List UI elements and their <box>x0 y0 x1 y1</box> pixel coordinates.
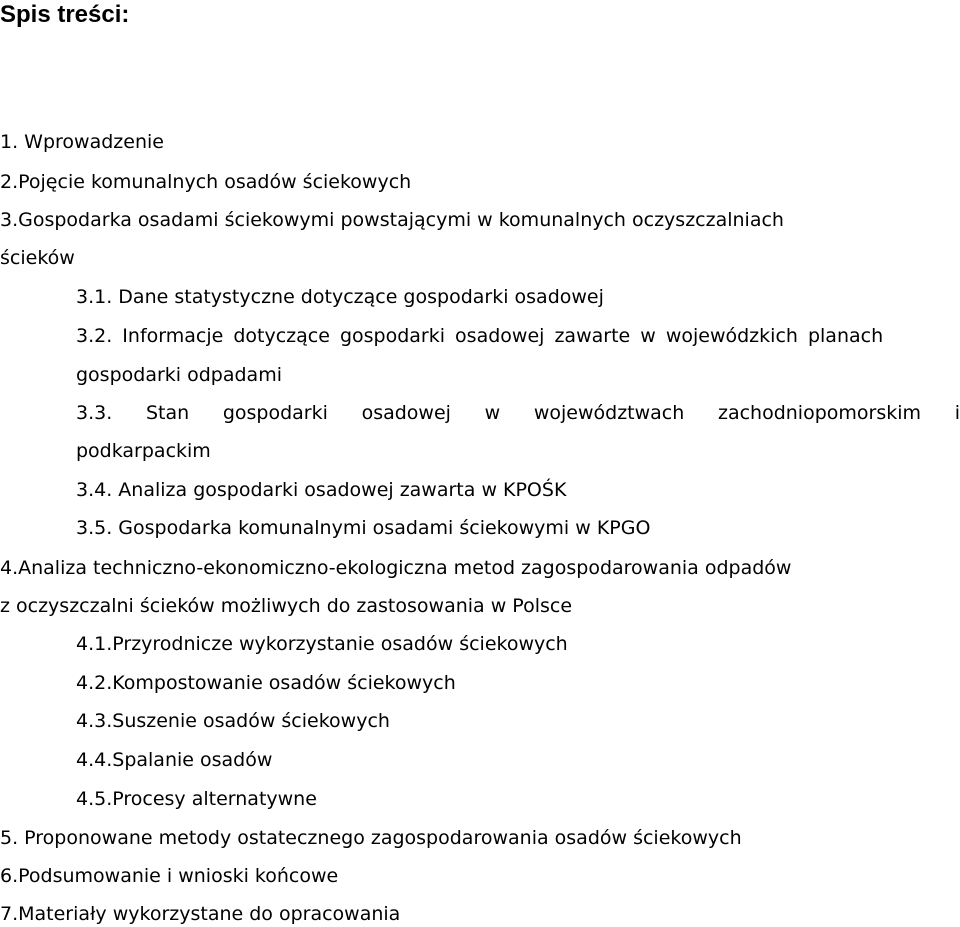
toc-entry-3-3-line-2: podkarpackim <box>76 440 211 462</box>
toc-entry-4-line-2: z oczyszczalni ścieków możliwych do zastosowania w Polsce <box>0 595 573 617</box>
toc-entry-3-line-2: ścieków <box>0 247 75 269</box>
toc-entry-1: 1. Wprowadzenie <box>0 131 164 153</box>
toc-entry-7: 7.Materiały wykorzystane do opracowania <box>0 903 401 925</box>
toc-entry-4-line-1: 4.Analiza techniczno-ekonomiczno-ekologiczna metod zagospodarowania odpadów <box>0 557 792 579</box>
toc-entry-4-4: 4.4.Spalanie osadów <box>76 749 273 771</box>
toc-entry-3-5: 3.5. Gospodarka komunalnymi osadami ściekowymi w KPGO <box>76 517 651 539</box>
toc-entry-3-2-line-2: gospodarki odpadami <box>76 364 282 386</box>
toc-entry-6: 6.Podsumowanie i wnioski końcowe <box>0 865 339 887</box>
toc-entry-2: 2.Pojęcie komunalnych osadów ściekowych <box>0 171 412 193</box>
toc-entry-4-1: 4.1.Przyrodnicze wykorzystanie osadów ściekowych <box>76 633 568 655</box>
page-title: Spis treści: <box>0 1 130 28</box>
toc-entry-4-3: 4.3.Suszenie osadów ściekowych <box>76 710 390 732</box>
toc-entry-4-2: 4.2.Kompostowanie osadów ściekowych <box>76 672 456 694</box>
toc-entry-3-line-1: 3.Gospodarka osadami ściekowymi powstającymi w komunalnych oczyszczalniach <box>0 209 784 231</box>
toc-entry-3-3-line-1: 3.3. Stan gospodarki osadowej w województwach zachodniopomorskim i <box>76 402 960 424</box>
toc-entry-3-2-line-1: 3.2. Informacje dotyczące gospodarki osadowej zawarte w wojewódzkich planach <box>76 325 884 347</box>
toc-entry-4-5: 4.5.Procesy alternatywne <box>76 788 317 810</box>
toc-entry-3-4: 3.4. Analiza gospodarki osadowej zawarta w KPOŚK <box>76 479 567 501</box>
toc-entry-5: 5. Proponowane metody ostatecznego zagospodarowania osadów ściekowych <box>0 827 742 849</box>
toc-entry-3-1: 3.1. Dane statystyczne dotyczące gospodarki osadowej <box>76 286 604 308</box>
